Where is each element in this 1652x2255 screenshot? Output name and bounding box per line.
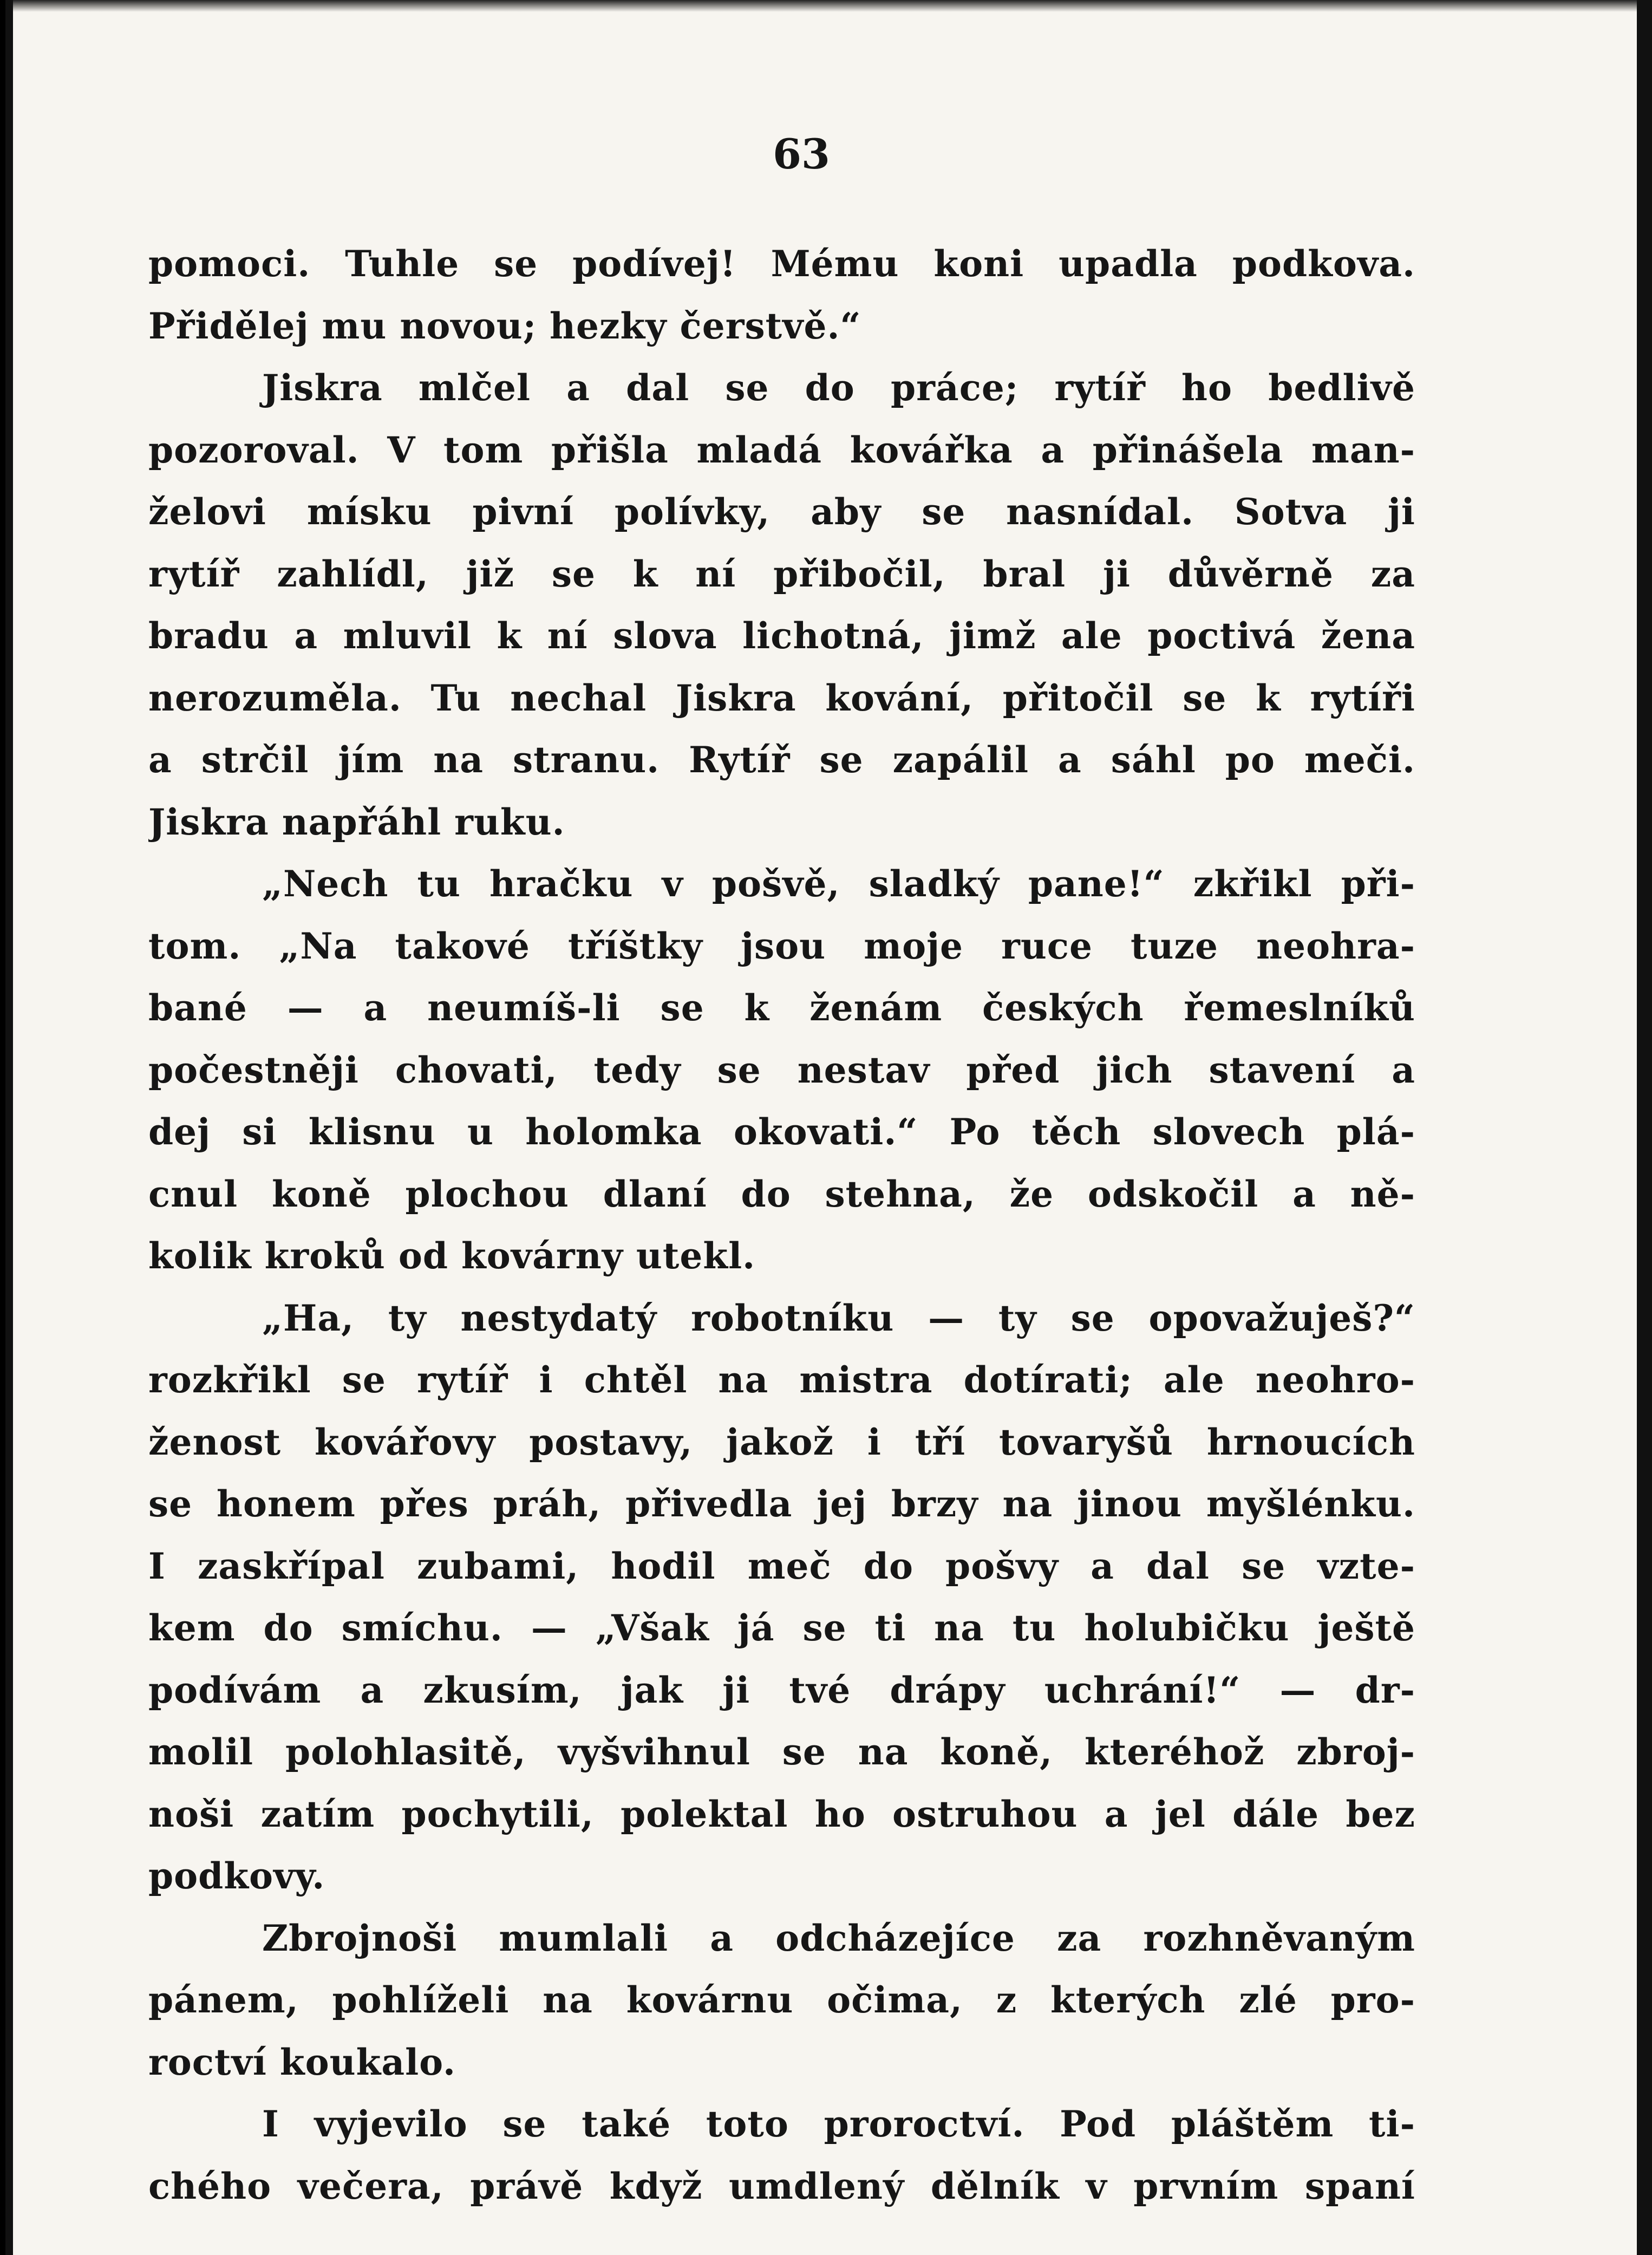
text-line: želovi mísku pivní polívky, aby se nasnídal. Sotva ji <box>148 491 1415 533</box>
scan-top-shadow <box>13 0 1637 12</box>
text-line: pomoci. Tuhle se podívej! Mému koni upadla podkova. <box>148 243 1415 285</box>
text-line: bané — a neumíš-li se k ženám českých řemeslníků <box>148 987 1415 1029</box>
text-line: a strčil jím na stranu. Rytíř se zapálil a sáhl po meči. <box>148 739 1415 781</box>
text-line: roctví koukalo. <box>148 2041 456 2083</box>
text-line: ženost kovářovy postavy, jakož i tří tovaryšů hrnoucích <box>148 1420 1415 1463</box>
text-line: rozkřikl se rytíř i chtěl na mistra dotírati; ale neohro- <box>148 1359 1415 1401</box>
page-edge-right <box>1637 0 1652 2255</box>
text-line: nerozuměla. Tu nechal Jiskra kování, přitočil se k rytíři <box>148 676 1415 719</box>
text-line: tom. „Na takové tříštky jsou moje ruce tuze neohra- <box>148 924 1415 967</box>
text-line: molil polohlasitě, vyšvihnul se na koně, kteréhož zbroj- <box>148 1731 1415 1773</box>
text-line: „Ha, ty nestydatý robotníku — ty se opovažuješ?“ <box>262 1296 1415 1339</box>
text-line: rytíř zahlídl, již se k ní přibočil, bral ji důvěrně za <box>148 552 1415 595</box>
text-line: pozoroval. V tom přišla mladá kovářka a přinášela man- <box>148 428 1415 471</box>
text-line: podívám a zkusím, jak ji tvé drápy uchrání!“ — dr- <box>148 1669 1415 1711</box>
text-line: I zaskřípal zubami, hodil meč do pošvy a dal se vzte- <box>148 1544 1415 1587</box>
text-line: podkovy. <box>148 1855 325 1897</box>
text-line: kem do smíchu. — „Však já se ti na tu holubičku ještě <box>148 1607 1415 1649</box>
text-line: kolik kroků od kovárny utekl. <box>148 1235 756 1277</box>
text-line: chého večera, právě když umdlený dělník v prvním spaní <box>148 2165 1415 2207</box>
text-line: dej si klisnu u holomka okovati.“ Po těch slovech plá- <box>148 1111 1415 1153</box>
text-line: bradu a mluvil k ní slova lichotná, jimž ale poctivá žena <box>148 615 1415 657</box>
text-line: Přidělej mu novou; hezky čerstvě.“ <box>148 304 861 347</box>
text-line: noši zatím pochytili, polektal ho ostruhou a jel dále bez <box>148 1793 1415 1835</box>
page-number: 63 <box>773 130 830 178</box>
text-line: Jiskra mlčel a dal se do práce; rytíř ho bedlivě <box>262 367 1415 409</box>
text-line: „Nech tu hračku v pošvě, sladký pane!“ zkřikl při- <box>262 863 1415 905</box>
text-line: Jiskra napřáhl ruku. <box>148 800 565 843</box>
text-line: pánem, pohlíželi na kovárnu očima, z kterých zlé pro- <box>148 1979 1415 2021</box>
body-text <box>148 233 1415 2217</box>
text-line: se honem přes práh, přivedla jej brzy na jinou myšlénku. <box>148 1483 1415 1525</box>
text-line: I vyjevilo se také toto proroctví. Pod pláštěm ti- <box>262 2103 1415 2145</box>
text-line: Zbrojnoši mumlali a odcházejíce za rozhněvaným <box>262 1917 1415 1959</box>
text-line: cnul koně plochou dlaní do stehna, že odskočil a ně- <box>148 1172 1415 1215</box>
text-line: počestněji chovati, tedy se nestav před jich stavení a <box>148 1048 1415 1091</box>
